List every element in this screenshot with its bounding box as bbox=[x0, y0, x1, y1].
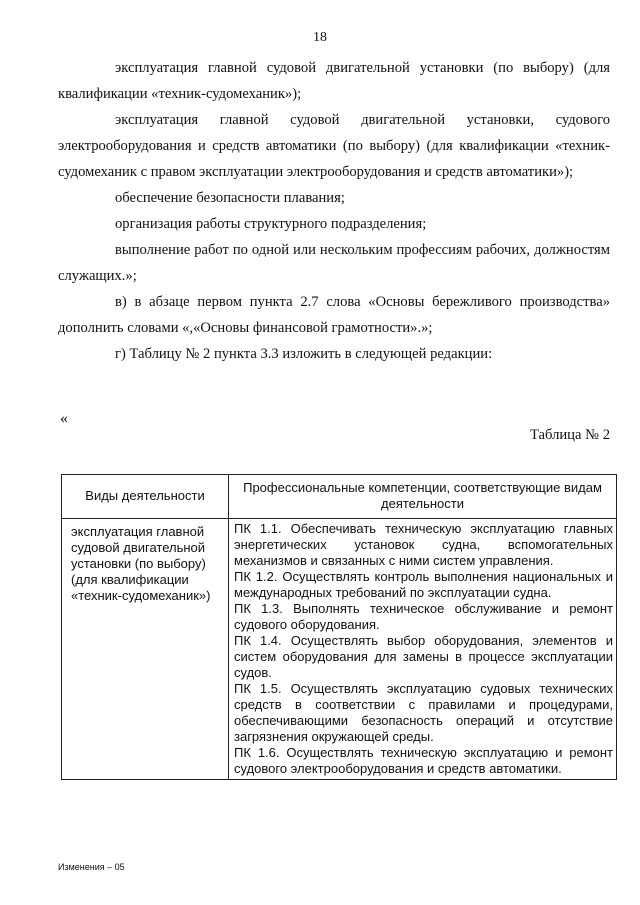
table-header-row bbox=[62, 475, 617, 519]
body-text bbox=[58, 55, 610, 367]
column-header-competencies: Профессиональные компетенции, соответствующие видам деятельности bbox=[229, 475, 617, 519]
footer-note: Изменения – 05 bbox=[58, 862, 125, 872]
paragraph: выполнение работ по одной или нескольким профессиям рабочих, должностям служащих.»; bbox=[58, 242, 610, 284]
competency-item: ПК 1.4. Осуществлять выбор оборудования, элементов и систем оборудования для замены в процессе эксплуатации судов. bbox=[234, 633, 613, 680]
competencies-table bbox=[61, 474, 617, 780]
page-number: 18 bbox=[313, 30, 327, 45]
table-caption: Таблица № 2 bbox=[530, 427, 610, 443]
paragraph: организация работы структурного подразделения; bbox=[115, 216, 427, 232]
competency-item: ПК 1.1. Обеспечивать техническую эксплуатацию главных энергетических установок судна, вспомогательных механизмов и связанных с ними систем управления. bbox=[234, 521, 613, 568]
activity-cell: эксплуатация главной судовой двигательной установки (по выбору) (для квалификации «техник-судомеханик») bbox=[62, 519, 229, 780]
competency-item: ПК 1.6. Осуществлять техническую эксплуатацию и ремонт судового электрооборудования и средств автоматики. bbox=[234, 745, 613, 776]
competency-item: ПК 1.5. Осуществлять эксплуатацию судовых технических средств в соответствии с правилами и процедурами, обеспечивающими безопасность операций и отсутствие загрязнения окружающей среды. bbox=[234, 681, 613, 744]
competency-item: ПК 1.3. Выполнять техническое обслуживание и ремонт судового оборудования. bbox=[234, 601, 613, 632]
paragraph: эксплуатация главной судовой двигательной установки (по выбору) (для квалификации «техник-судомеханик»); bbox=[58, 60, 610, 102]
paragraph: г) Таблицу № 2 пункта 3.3 изложить в следующей редакции: bbox=[115, 346, 493, 362]
column-header-activity: Виды деятельности bbox=[62, 475, 229, 519]
paragraph: обеспечение безопасности плавания; bbox=[115, 190, 345, 206]
competency-item: ПК 1.2. Осуществлять контроль выполнения национальных и международных требований по эксплуатации судна. bbox=[234, 569, 613, 600]
table-row bbox=[62, 519, 617, 780]
opening-quote-mark: « bbox=[60, 410, 68, 427]
paragraph: эксплуатация главной судовой двигательной установки, судового электрооборудования и средств автоматики (по выбору) (для квалификации «техник-судомеханик с правом эксплуатации электрооборудования и средств автоматики»); bbox=[58, 112, 610, 180]
competencies-cell bbox=[229, 519, 617, 780]
paragraph: в) в абзаце первом пункта 2.7 слова «Основы бережливого производства» дополнить словами «,«Основы финансовой грамотности».»; bbox=[58, 294, 610, 336]
